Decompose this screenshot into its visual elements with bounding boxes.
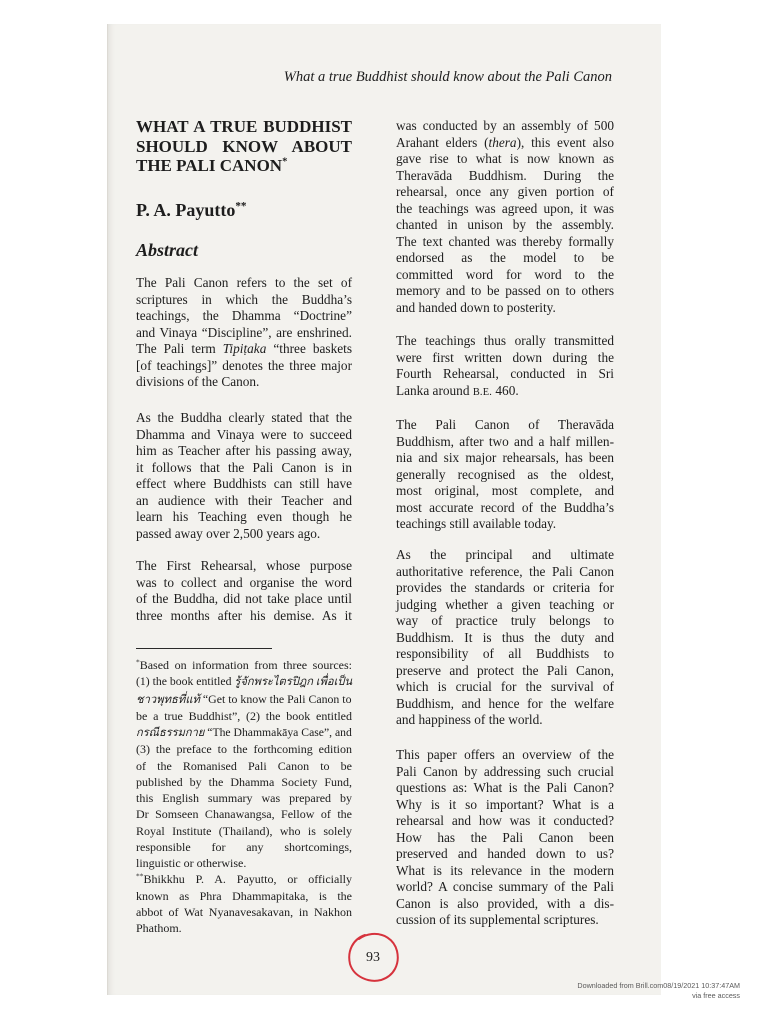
text-line: The Pali Canon of Theravāda	[396, 417, 614, 432]
footnote-line: responsible for any shortcomings,	[136, 839, 352, 854]
text-line: Buddhism, after two and a half millen-	[396, 433, 614, 449]
footnote-line: Phathom.	[136, 921, 182, 935]
author-name	[136, 199, 247, 221]
text-line: preserve and protect the Pali Canon,	[396, 662, 614, 678]
title-text: THE PALI CANON	[136, 156, 283, 176]
footnote-line	[136, 724, 352, 741]
footnote-line	[136, 871, 352, 887]
text-line: The First Rehearsal, whose purpose	[136, 558, 352, 573]
text-line: effect where Buddhists can still have	[136, 476, 352, 491]
paragraph	[136, 275, 352, 391]
download-notice-line: Downloaded from Brill.com08/19/2021 10:37:47AM	[577, 981, 740, 990]
text-line: which is crucial for the survival of	[396, 679, 614, 694]
page-number: 93	[366, 950, 380, 965]
running-header: What a true Buddhist should know about the Pali Canon	[283, 69, 612, 85]
access-notice-line: via free access	[692, 991, 740, 1000]
text-line: How has the Pali Canon been	[396, 829, 614, 845]
text-line: was to collect and organise the word	[136, 574, 352, 590]
text-run: 460.	[495, 382, 519, 398]
text-line: and Vinaya “Discipline”, are enshrined.	[136, 324, 352, 340]
text-line: rehearsal, once any given portion of	[396, 184, 614, 199]
text-line: Theravāda Buddhism. During the	[396, 167, 614, 183]
text-line: What is its relevance in the modern	[396, 862, 614, 878]
text-line: As the principal and ultimate	[396, 547, 614, 562]
text-line: memory and to be passed on to others	[396, 283, 614, 298]
text-line: endorsed as the model to be	[396, 250, 614, 265]
text-line: three months after his demise. As it	[136, 607, 352, 623]
text-line: scriptures in which the Buddha’s	[136, 291, 352, 307]
text-line: teachings, the Dhamma “Doctrine”	[136, 308, 352, 323]
footnote-line: this English summary was prepared by	[136, 791, 352, 805]
text-line: the teachings was agreed upon, it was	[396, 200, 614, 216]
text-line: The text chanted was thereby formally	[396, 233, 614, 249]
footnote-line: linguistic or otherwise.	[136, 856, 247, 870]
text-line: of the Buddha, did not take place until	[136, 591, 352, 606]
text-line: generally recognised as the oldest,	[396, 466, 614, 482]
text-run: ), this event also	[516, 134, 614, 150]
text-line: Canon is also provided, with a dis-	[396, 895, 614, 911]
text-line	[396, 383, 614, 402]
footnote-marker: *	[282, 156, 288, 168]
text-run: “Get to know the Pali Canon to	[202, 691, 352, 706]
text-line: The teachings thus orally transmitted	[396, 333, 614, 348]
italic-term: Tipiṭaka	[222, 341, 267, 356]
text-line: nia and six major rehearsals, has been	[396, 450, 614, 465]
text-line: responsibility of all Buddhists to	[396, 646, 614, 661]
text-line: was conducted by an assembly of 500	[396, 118, 614, 133]
paragraph	[396, 118, 614, 316]
text-line	[396, 135, 614, 152]
text-line: Buddhism. It is thus the duty and	[396, 629, 614, 645]
text-run: Lanka around	[396, 382, 470, 398]
text-line: The Pali Canon refers to the set of	[136, 275, 352, 290]
text-run: (1) the book entitled	[136, 674, 232, 689]
text-run: Based on information from three sources:	[139, 658, 352, 672]
footnote-line: Dr Somseen Chanawangsa, Fellow of the	[136, 807, 352, 822]
title-line: SHOULD KNOW ABOUT	[136, 136, 352, 156]
text-run: “The Dhammakāya Case”, and	[207, 725, 352, 739]
text-line: committed word for word to the	[396, 266, 614, 282]
footnote-line: published by the Dhamma Society Fund,	[136, 774, 352, 789]
text-line: Fourth Rehearsal, conducted in Sri	[396, 366, 614, 381]
text-line: [of teachings]” denotes the three major	[136, 357, 352, 373]
paragraph	[396, 747, 614, 929]
thai-title: ชาวพุทธที่แท้	[136, 693, 200, 706]
title-line	[136, 156, 352, 176]
text-line: passed away over 2,500 years ago.	[136, 525, 321, 541]
title-line: WHAT A TRUE BUDDHIST	[136, 117, 352, 136]
footnote-rule	[136, 648, 272, 649]
footnote-line: abbot of Wat Nyanavesakavan, in Nakhon	[136, 904, 352, 919]
abstract-heading: Abstract	[136, 240, 199, 260]
text-line: him as Teacher after his passing away,	[136, 443, 352, 458]
text-line: way of practice truly belongs to	[396, 613, 614, 628]
text-line	[136, 341, 352, 358]
text-run: Arahant elders (	[396, 134, 489, 150]
paragraph	[396, 547, 614, 729]
text-line: authoritative reference, the Pali Canon	[396, 563, 614, 579]
text-line: Dhamma and Vinaya were to succeed	[136, 426, 352, 442]
footnote-line	[136, 673, 353, 690]
paragraph	[396, 333, 614, 401]
footnote-line: known as Phra Dhammapitaka, is the	[136, 888, 352, 903]
author-text: P. A. Payutto	[136, 200, 236, 220]
footnote-marker: **	[136, 871, 144, 881]
italic-term: thera	[488, 134, 517, 150]
text-line: provides the standards or criteria for	[396, 580, 614, 595]
text-line: questions as: What is the Pali Canon?	[396, 780, 614, 795]
footnote-marker: **	[235, 200, 247, 213]
text-line: This paper offers an overview of the	[396, 747, 614, 762]
era-abbreviation: B.E.	[472, 386, 493, 398]
text-line: As the Buddha clearly stated that the	[136, 410, 352, 425]
text-line: preserved and handed down to us?	[396, 846, 614, 861]
paragraph	[396, 417, 614, 533]
text-line: Why is it so important? What is a	[396, 796, 614, 812]
text-line: world? A concise summary of the Pali	[396, 879, 614, 894]
text-line: it follows that the Pali Canon is in	[136, 459, 352, 475]
text-line: chanted in unison by the assembly.	[396, 217, 614, 232]
text-line: and handed down to posterity.	[396, 299, 556, 315]
thai-title: รู้จักพระไตรปิฎก เพื่อเป็น	[234, 676, 353, 689]
text-run: Bhikkhu P. A. Payutto, or officially	[143, 872, 352, 887]
text-line: learn his Teaching even though he	[136, 509, 352, 524]
paragraph	[136, 558, 352, 624]
thai-title: กรณีธรรมกาย	[136, 727, 205, 739]
text-line: Pali Canon by addressing such crucial	[396, 763, 614, 779]
footnote-marker: *	[136, 657, 140, 667]
text-line: divisions of the Canon.	[136, 374, 260, 389]
text-run: The Pali term	[136, 341, 216, 356]
footnote-line	[136, 657, 352, 673]
text-line: and happiness of the world.	[396, 712, 543, 727]
footnote-line: of the Romanised Pali Canon to be	[136, 758, 352, 773]
footnote-line: be a true Buddhist”, (2) the book entitled	[136, 708, 352, 723]
text-line: were first written down during the	[396, 349, 614, 365]
footnote-line	[136, 691, 352, 708]
article-title	[136, 117, 352, 176]
text-line: cussion of its supplemental scriptures.	[396, 912, 599, 927]
text-line: teachings still available today.	[396, 516, 557, 531]
footnote-line: (3) the preface to the forthcoming edition	[136, 742, 352, 757]
text-line: Buddhism, and hence for the welfare	[396, 695, 614, 711]
footnote-line: Royal Institute (Thailand), who is solely	[136, 823, 352, 838]
text-run: “three baskets	[273, 341, 353, 356]
paragraph	[136, 410, 352, 542]
text-line: an audience with their Teacher and	[136, 492, 352, 508]
text-line: most accurate record of the Buddha’s	[396, 499, 614, 515]
text-line: rehearsal and how was it conducted?	[396, 813, 614, 828]
footnotes	[136, 657, 352, 936]
text-line: most original, most complete, and	[396, 483, 614, 498]
text-line: judging whether a given teaching or	[396, 596, 614, 612]
download-notice	[577, 981, 740, 1001]
text-line: gave rise to what is now known as	[396, 151, 614, 166]
